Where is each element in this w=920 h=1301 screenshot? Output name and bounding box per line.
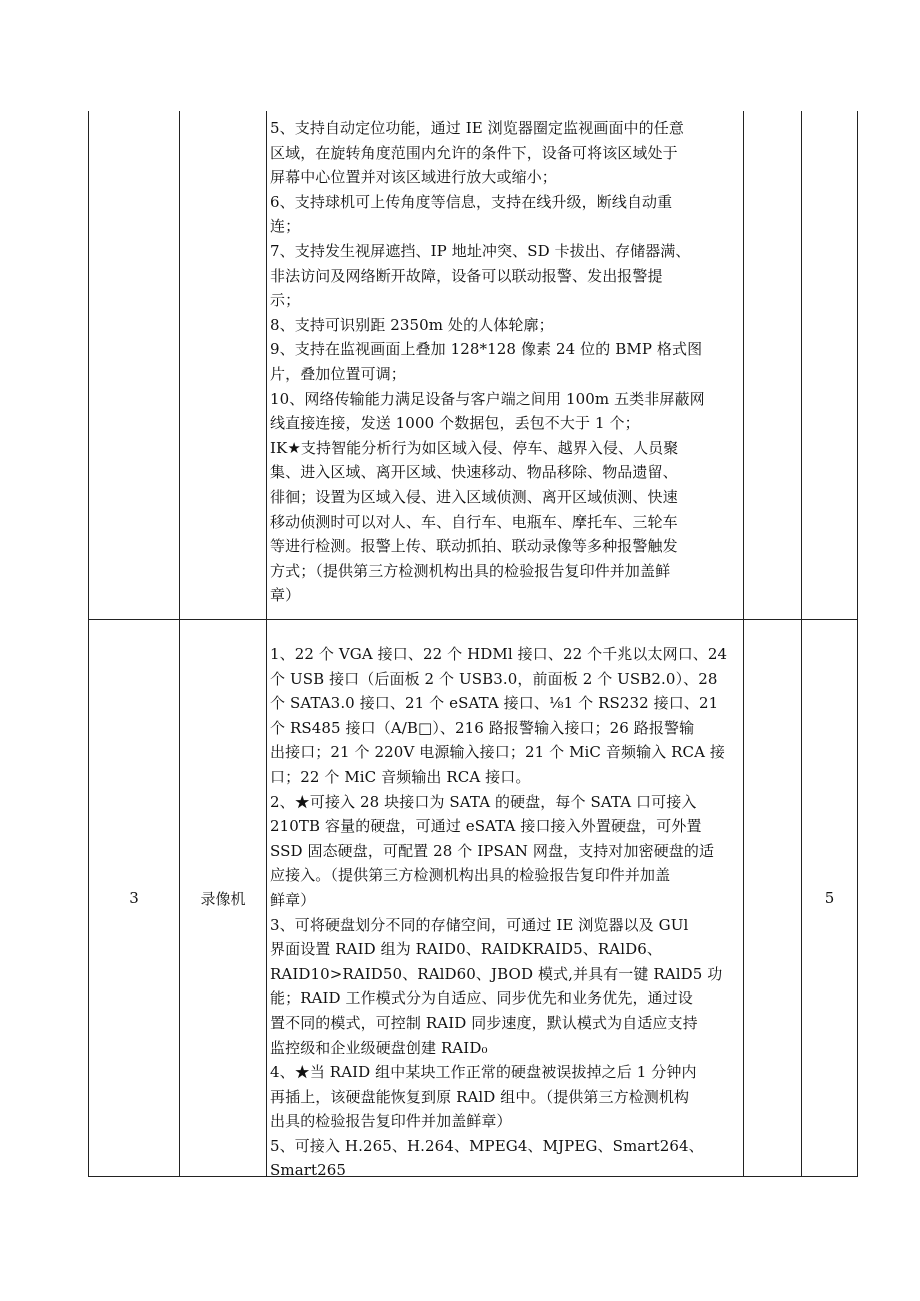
description-line: 鲜章） [270, 890, 316, 909]
blank-cell [743, 619, 801, 1177]
description-line: 章） [270, 586, 301, 605]
item-name-cell: 录像机 [179, 619, 266, 1177]
description-line: 示； [270, 291, 301, 310]
description-line: SSD 固态硬盘，可配置 28 个 IPSAN 网盘，支持对加密硬盘的适 [270, 841, 715, 860]
description-line: 8、支持可识别距 2350m 处的人体轮廓； [270, 315, 554, 334]
description-line: 监控级和企业级硬盘创建 RAID₀ [270, 1038, 488, 1057]
description-line: 口；22 个 MiC 音频输出 RCA 接口。 [270, 767, 531, 786]
description-line: 方式；（提供第三方检测机构出具的检验报告复印件并加盖鲜 [270, 561, 671, 580]
description-line: 7、支持发生视屏遮挡、IP 地址冲突、SD 卡拔出、存储器满、 [270, 241, 691, 260]
description-line: 出接口；21 个 220V 电源输入接口；21 个 MiC 音频输入 RCA 接 [270, 743, 726, 762]
table-row [88, 619, 858, 1180]
description-line: 个 USB 接口（后面板 2 个 USB3.0，前面板 2 个 USB2.0）、28 [270, 669, 718, 688]
description-line: 移动侦测时可以对人、车、自行车、电瓶车、摩托车、三轮车 [270, 512, 678, 531]
description-line: 6、支持球机可上传角度等信息，支持在线升级，断线自动重 [270, 192, 673, 211]
description-line: 个 SATA3.0 接口、21 个 eSATA 接口、⅛1 个 RS232 接口、21 [270, 694, 719, 713]
description-line: RAID10>RAID50、RAlD60、JBOD 模式,并具有一键 RAlD5 功 [270, 964, 723, 983]
description-line: 出具的检验报告复印件并加盖鲜章） [270, 1112, 512, 1131]
description-line: 界面设置 RAID 组为 RAID0、RAIDKRAID5、RAlD6、 [270, 940, 663, 959]
description-line: 区域，在旋转角度范围内允许的条件下，设备可将该区域处于 [270, 143, 678, 162]
description-cell [266, 619, 743, 1180]
row-number-cell: 3 [88, 619, 179, 1177]
row-number-cell [88, 111, 179, 619]
quantity-cell: 5 [801, 619, 858, 1177]
description-line: 置不同的模式，可控制 RAID 同步速度，默认模式为自适应支持 [270, 1013, 698, 1032]
description-line: 连； [270, 217, 301, 236]
description-line: 5、支持自动定位功能，通过 IE 浏览器圈定监视画面中的任意 [270, 119, 684, 137]
description-line: 再插上，该硬盘能恢复到原 RAlD 组中。（提供第三方检测机构 [270, 1087, 690, 1106]
description-line: 线直接连接，发送 1000 个数据包，丢包不大于 1 个； [270, 414, 640, 433]
description-line: 3、可将硬盘划分不同的存储空间，可通过 IE 浏览器以及 GUl [270, 915, 689, 934]
description-line: 等进行检测。报警上传、联动抓拍、联动录像等多种报警触发 [270, 537, 678, 556]
table-row [88, 111, 858, 619]
description-line: 个 RS485 接口（A/B□）、216 路报警输入接口；26 路报警输 [270, 718, 695, 737]
description-line: 2、★可接入 28 块接口为 SATA 的硬盘，每个 SATA 口可接入 [270, 792, 697, 811]
description-line: 能；RAID 工作模式分为自适应、同步优先和业务优先，通过设 [270, 989, 693, 1008]
description-line: 徘徊；设置为区域入侵、进入区域侦测、离开区域侦测、快速 [270, 487, 678, 506]
description-line: IK★支持智能分析行为如区域入侵、停车、越界入侵、人员聚 [270, 438, 679, 457]
description-line: 非法访问及网络断开故障，设备可以联动报警、发出报警提 [270, 266, 663, 285]
spec-table [88, 111, 858, 1180]
item-name-cell [179, 111, 266, 619]
blank-cell [743, 111, 801, 619]
description-line: 集、进入区域、离开区域、快速移动、物品移除、物品遗留、 [270, 463, 678, 482]
description-line: 5、可接入 H.265、H.264、MPEG4、MJPEG、Smart264、 [270, 1136, 704, 1155]
description-line: 屏幕中心位置并对该区域进行放大或缩小； [270, 168, 557, 187]
quantity-cell [801, 111, 858, 619]
description-line: 10、网络传输能力满足设备与客户端之间用 100m 五类非屏蔽网 [270, 389, 705, 408]
description-line: 9、支持在监视画面上叠加 128*128 像素 24 位的 BMP 格式图 [270, 340, 703, 359]
description-line: 4、★当 RAID 组中某块工作正常的硬盘被误拔掉之后 1 分钟内 [270, 1063, 697, 1082]
description-line: 1、22 个 VGA 接口、22 个 HDMl 接口、22 个千兆以太网口、24 [270, 645, 728, 663]
description-line: 210TB 容量的硬盘，可通过 eSATA 接口接入外置硬盘，可外置 [270, 817, 702, 836]
description-line: 应接入。（提供第三方检测机构出具的检验报告复印件并加盖 [270, 866, 671, 885]
description-line: Smart265 [270, 1161, 347, 1180]
description-cell [266, 111, 743, 619]
description-line: 片，叠加位置可调； [270, 364, 406, 383]
